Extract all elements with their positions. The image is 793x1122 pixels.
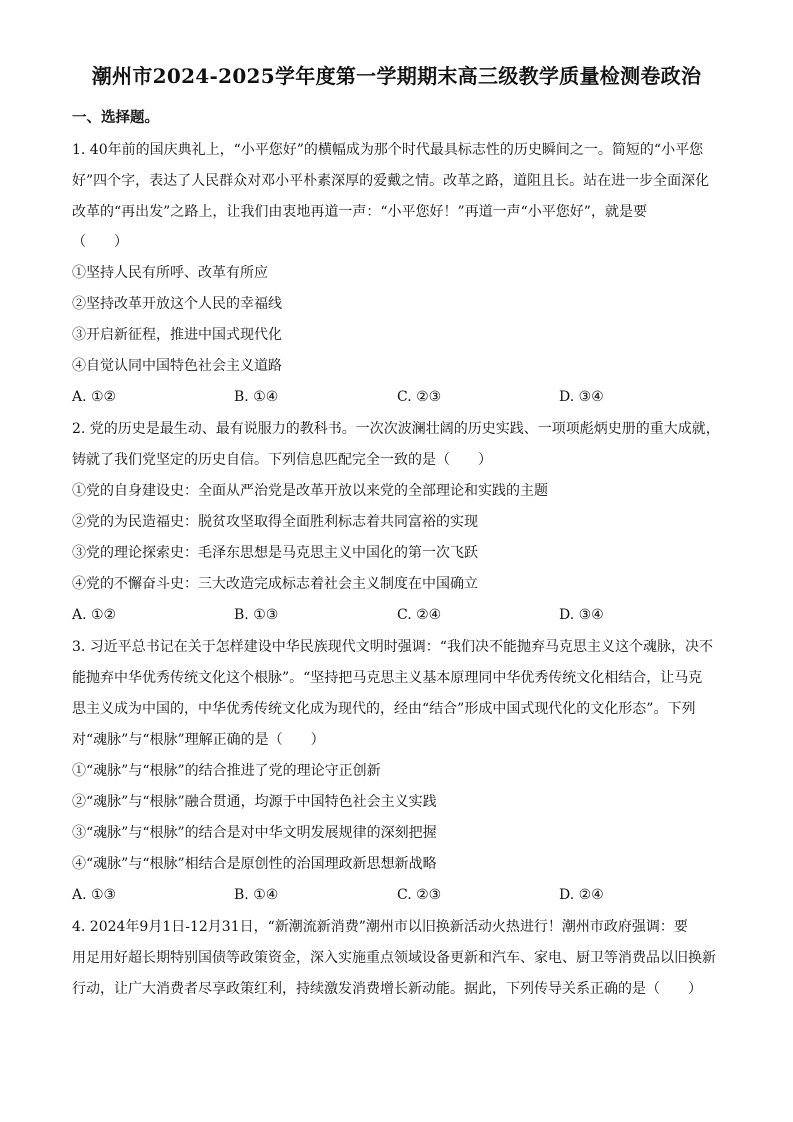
q2-option-c[interactable]: C. ②④ xyxy=(397,607,442,623)
q3-stem-line: 3. 习近平总书记在关于怎样建设中华民族现代文明时强调：“我们决不能抛弃马克思主义这个魂脉，决不 xyxy=(72,639,713,655)
q1-option-b[interactable]: B. ①④ xyxy=(234,389,279,405)
q1-statement: ①坚持人民有所呼、改革有所应 xyxy=(72,265,268,281)
q4-stem-line: 4. 2024年9月1日-12月31日，“新潮流新消费”潮州市以旧换新活动火热进行！潮州市政府强调：要 xyxy=(72,919,688,935)
q2-statement: ③党的理论探索史：毛泽东思想是马克思主义中国化的第一次飞跃 xyxy=(72,545,478,561)
q1-stem-line: 1. 40年前的国庆典礼上，“小平您好”的横幅成为那个时代最具标志性的历史瞬间之一。简短的“小平您 xyxy=(72,142,704,158)
q1-statement: ②坚持改革开放这个人民的幸福线 xyxy=(72,296,282,312)
q1-statement: ④自觉认同中国特色社会主义道路 xyxy=(72,358,282,374)
q4-stem-line: 行动，让广大消费者尽享政策红利，持续激发消费增长新动能。据此，下列传导关系正确的是（ ） xyxy=(72,981,702,997)
q3-stem-line: 思主义成为中国的，中华优秀传统文化成为现代的，经由“结合”形成中国式现代化的文化形态”。下列 xyxy=(72,701,696,717)
q2-option-a[interactable]: A. ①② xyxy=(72,607,117,623)
q3-stem-line: 对“魂脉”与“根脉”理解正确的是（ ） xyxy=(72,732,325,748)
q2-stem-line: 2. 党的历史是最生动、最有说服力的教科书。一次次波澜壮阔的历史实践、一项项彪炳史册的重大成就， xyxy=(72,421,720,437)
q2-stem-line: 铸就了我们党坚定的历史自信。下列信息匹配完全一致的是（ ） xyxy=(72,452,492,468)
q1-statement: ③开启新征程，推进中国式现代化 xyxy=(72,327,282,343)
q3-stem-line: 能抛弃中华优秀传统文化这个根脉”。“坚持把马克思主义基本原理同中华优秀传统文化相结合，让马克 xyxy=(72,670,703,686)
q4-stem-line: 用足用好超长期特别国债等政策资金，深入实施重点领域设备更新和汽车、家电、厨卫等消费品以旧换新 xyxy=(72,950,716,966)
q3-statement: ③“魂脉”与“根脉”的结合是对中华文明发展规律的深刻把握 xyxy=(72,825,437,841)
q3-option-a[interactable]: A. ①③ xyxy=(72,887,117,903)
q1-stem-line: （ ） xyxy=(72,234,128,250)
q2-statement: ①党的自身建设史：全面从严治党是改革开放以来党的全部理论和实践的主题 xyxy=(72,483,548,499)
q2-option-b[interactable]: B. ①③ xyxy=(234,607,279,623)
q1-stem-line: 改革的“再出发”之路上，让我们由衷地再道一声：“小平您好！”再道一声“小平您好”，就是要 xyxy=(72,204,647,220)
q3-option-c[interactable]: C. ②③ xyxy=(397,887,442,903)
q1-option-c[interactable]: C. ②③ xyxy=(397,389,442,405)
q2-option-d[interactable]: D. ③④ xyxy=(559,607,604,623)
q3-option-d[interactable]: D. ②④ xyxy=(559,887,604,903)
q2-statement: ②党的为民造福史：脱贫攻坚取得全面胜利标志着共同富裕的实现 xyxy=(72,514,478,530)
q1-stem-line: 好”四个字，表达了人民群众对邓小平朴素深厚的爱戴之情。改革之路，道阻且长。站在进一步全面深化 xyxy=(72,173,710,189)
q1-option-d[interactable]: D. ③④ xyxy=(559,389,604,405)
page-title: 潮州市2024-2025学年度第一学期期末高三级教学质量检测卷政治 xyxy=(91,64,702,88)
q3-option-b[interactable]: B. ①④ xyxy=(234,887,279,903)
q3-statement: ②“魂脉”与“根脉”融合贯通，均源于中国特色社会主义实践 xyxy=(72,794,437,810)
q2-statement: ④党的不懈奋斗史：三大改造完成标志着社会主义制度在中国确立 xyxy=(72,576,478,592)
section-heading: 一、选择题。 xyxy=(72,109,159,126)
q3-statement: ④“魂脉”与“根脉”相结合是原创性的治国理政新思想新战略 xyxy=(72,856,437,872)
q1-option-a[interactable]: A. ①② xyxy=(72,389,117,405)
q3-statement: ①“魂脉”与“根脉”的结合推进了党的理论守正创新 xyxy=(72,763,381,779)
